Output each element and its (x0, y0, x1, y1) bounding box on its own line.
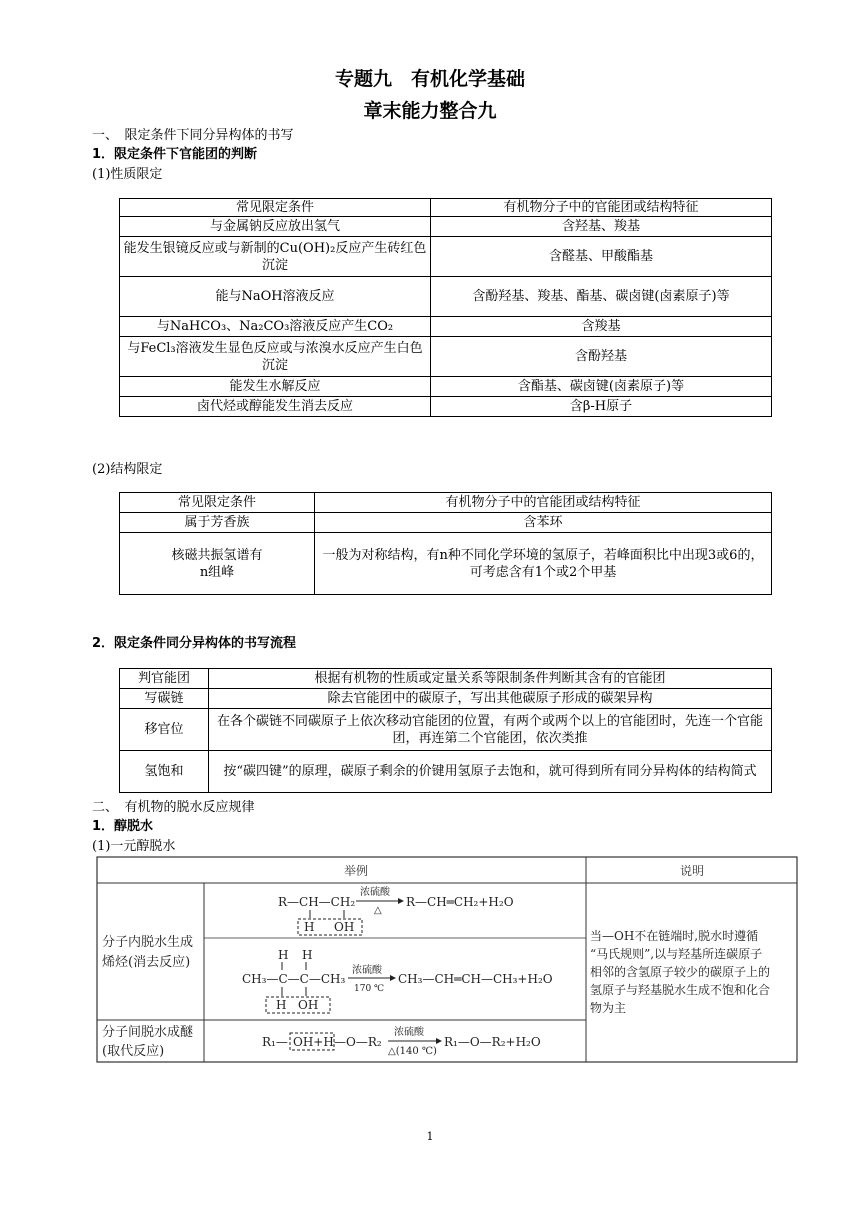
table-header: 有机物分子中的官能团或结构特征 (431, 199, 772, 217)
header-note: 说明 (680, 864, 705, 878)
table-cell: 根据有机物的性质或定量关系等限制条件判断其含有的官能团 (209, 669, 772, 689)
page-number: 1 (426, 1130, 434, 1143)
table-cell: 判官能团 (120, 669, 209, 689)
table-header: 有机物分子中的官能团或结构特征 (315, 493, 772, 513)
table-row (120, 751, 772, 793)
eq3-rest: —O—R₂ (334, 1035, 382, 1049)
header-example: 举例 (344, 864, 369, 878)
table-cell: 能与NaOH溶液反应 (120, 277, 431, 317)
table-row (120, 533, 772, 595)
eq1-box-h: H (304, 920, 315, 934)
table-cell: 写碳链 (120, 689, 209, 709)
table-header: 常见限定条件 (120, 199, 431, 217)
subsection-2-heading: 2．限定条件同分异构体的书写流程 (92, 636, 297, 651)
table-row (120, 277, 772, 317)
eq1-heat: △ (374, 905, 382, 916)
eq3-r1: R₁— (262, 1035, 288, 1049)
table-cell: 与NaHCO₃、Na₂CO₃溶液反应产生CO₂ (120, 317, 431, 337)
table-row (120, 377, 772, 397)
table-row (120, 217, 772, 237)
table-header: 常见限定条件 (120, 493, 315, 513)
eq3-condition: 浓硫酸 (394, 1027, 424, 1038)
eq2-box-oh: OH (298, 998, 319, 1012)
table-cell: 能发生水解反应 (120, 377, 431, 397)
table-cell: 含羧基 (431, 317, 772, 337)
subsection-3-heading: 1．醇脱水 (92, 819, 154, 834)
table-cell: 移官位 (120, 709, 209, 751)
part-1-label: (1)性质限定 (92, 167, 163, 182)
table-row (120, 397, 772, 417)
table-cell: 含苯环 (315, 513, 772, 533)
part-2-label: (2)结构限定 (92, 462, 163, 477)
eq2-top-h1: H (278, 948, 289, 962)
table-cell: 含酚羟基 (431, 337, 772, 377)
structure-conditions-table (119, 492, 772, 595)
part-3-label: (1)一元醇脱水 (92, 839, 176, 854)
eq2-condition: 浓硫酸 (352, 965, 382, 976)
row1-label: 分子内脱水生成烯烃(消去反应) (102, 935, 194, 970)
table-cell: 与FeCl₃溶液发生显色反应或与浓溴水反应产生白色沉淀 (120, 337, 431, 377)
table-row (120, 317, 772, 337)
page-title: 专题九 有机化学基础 (334, 68, 525, 90)
property-conditions-table (119, 198, 772, 417)
row2-label: 分子间脱水成醚(取代反应) (102, 1025, 194, 1059)
table-cell: 能发生银镜反应或与新制的Cu(OH)₂反应产生砖红色沉淀 (120, 237, 431, 277)
table-row (120, 237, 772, 277)
eq3-box: OH+H (293, 1035, 334, 1049)
table-cell: 含β-H原子 (431, 397, 772, 417)
table-cell: 与金属钠反应放出氢气 (120, 217, 431, 237)
table-row (120, 669, 772, 689)
table-cell: 含酚羟基、羧基、酯基、碳卤键(卤素原子)等 (431, 277, 772, 317)
table-header-row (120, 199, 772, 217)
table-cell: 一般为对称结构，有n种不同化学环境的氢原子，若峰面积比中出现3或6的，可考虑含有1个或2个甲基 (315, 533, 772, 595)
table-row (120, 513, 772, 533)
eq1-reactant: R—CH—CH₂ (278, 895, 356, 909)
table-cell: 按“碳四键”的原理，碳原子剩余的价键用氢原子去饱和，就可得到所有同分异构体的结构简式 (209, 751, 772, 793)
table-header-row (120, 493, 772, 513)
eq1-condition: 浓硫酸 (360, 887, 390, 898)
eq2-box-h: H (276, 998, 287, 1012)
eq1-box-oh: OH (334, 920, 355, 934)
eq3-product: R₁—O—R₂+H₂O (444, 1035, 541, 1049)
table-cell: 属于芳香族 (120, 513, 315, 533)
section-2-heading: 二、 有机物的脱水反应规律 (92, 800, 255, 815)
table-cell: 氢饱和 (120, 751, 209, 793)
writing-process-table (119, 668, 772, 793)
table-cell: 除去官能团中的碳原子，写出其他碳原子形成的碳架异构 (209, 689, 772, 709)
table-cell: 含醛基、甲酸酯基 (431, 237, 772, 277)
table-row (120, 337, 772, 377)
table-row (120, 689, 772, 709)
eq2-temperature: 170 ℃ (354, 984, 385, 994)
table-row (120, 709, 772, 751)
section-1-heading: 一、 限定条件下同分异构体的书写 (92, 128, 294, 143)
eq1-product: R—CH═CH₂+H₂O (406, 895, 514, 909)
eq2-reactant: CH₃—C—C—CH₃ (242, 972, 346, 986)
table-cell: 核磁共振氢谱有n组峰 (120, 533, 315, 595)
eq2-product: CH₃—CH═CH—CH₃+H₂O (398, 972, 553, 986)
table-cell: 在各个碳链不同碳原子上依次移动官能团的位置，有两个或两个以上的官能团时，先连一个官能团，再连第二个官能团，依次类推 (209, 709, 772, 751)
eq2-top-h2: H (302, 948, 313, 962)
table-cell: 卤代烃或醇能发生消去反应 (120, 397, 431, 417)
note-text: 当—OH不在链端时,脱水时遵循 “马氏规则”,以与羟基所连碳原子 相邻的含氢原子较少的碳原子上的 氢原子与羟基脱水生成不饱和化合 物为主 (590, 929, 771, 1015)
table-cell: 含酯基、碳卤键(卤素原子)等 (431, 377, 772, 397)
page-subtitle: 章末能力整合九 (363, 100, 497, 122)
subsection-1-heading: 1．限定条件下官能团的判断 (92, 147, 258, 162)
dehydration-figure (96, 856, 798, 1063)
eq3-temperature: △(140 ℃) (388, 1046, 437, 1057)
table-cell: 含羟基、羧基 (431, 217, 772, 237)
